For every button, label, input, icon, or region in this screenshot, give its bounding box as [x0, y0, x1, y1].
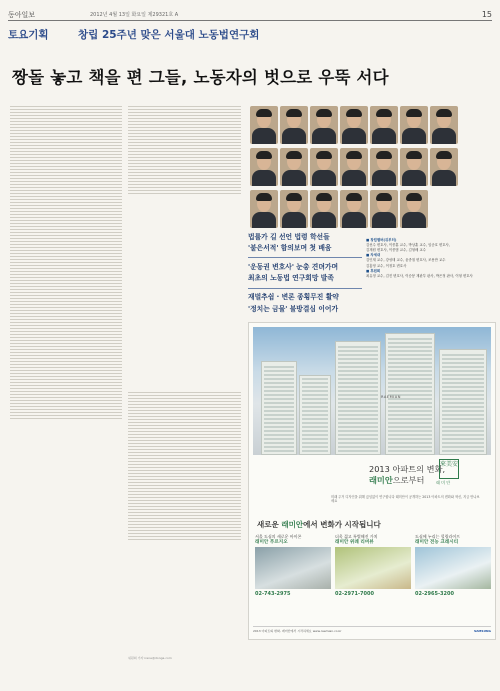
text-line: [10, 139, 122, 140]
text-line: [10, 331, 122, 332]
text-line: [10, 127, 122, 128]
caption-line: 김선수 변호사, 이종훈 교수, 박상훈 교수, 임준호 변호사,: [366, 243, 450, 248]
portrait-photo: [430, 148, 458, 186]
text-line: [10, 292, 122, 293]
text-line: [10, 214, 122, 215]
text-line: [10, 337, 122, 338]
pull-quote: '운동권 변호사' 눈총 견뎌가며: [248, 263, 339, 272]
ad-section-title-c: 에서 변화가 시작됩니다: [303, 520, 381, 529]
text-line: [10, 328, 122, 329]
portrait-photo: [280, 148, 308, 186]
text-line: [10, 412, 122, 413]
text-line: [10, 190, 122, 191]
text-line: [128, 163, 241, 164]
text-line: [128, 458, 241, 459]
unit-phone: 02-743-2975: [255, 591, 291, 598]
ad-headline-line2: [369, 475, 445, 486]
text-line: [128, 190, 241, 191]
text-line: [128, 500, 241, 501]
text-line: [10, 397, 122, 398]
text-line: [10, 124, 122, 125]
unit-tagline: 더욱 젊고 특별해진 가치: [335, 534, 378, 539]
text-line: [128, 124, 241, 125]
text-line: [10, 148, 122, 149]
text-line: [10, 364, 122, 365]
unit-tagline: 도심에 누리는 힐링라이프: [415, 534, 461, 539]
text-line: [128, 178, 241, 179]
text-line: [10, 352, 122, 353]
text-line: [10, 418, 122, 419]
reporter-byline: 위원회 기자 irene@donga.com: [128, 656, 172, 660]
text-line: [128, 398, 241, 399]
text-line: [128, 530, 241, 531]
text-line: [128, 437, 241, 438]
brand-word: 래미안: [369, 475, 393, 486]
text-line: [128, 172, 241, 173]
text-line: [128, 470, 241, 471]
text-line: [10, 112, 122, 113]
text-line: [10, 274, 122, 275]
text-line: [128, 118, 241, 119]
text-line: [10, 223, 122, 224]
pull-quotes: [248, 232, 362, 315]
text-line: [10, 163, 122, 164]
ad-subcopy: 미래 주거 디자인을 위해 끊임없이 연구합니다 래미안이 공개하는 2013 아파트의 변화와 혁신, 지금 만나보세요: [331, 495, 480, 504]
text-line: [128, 106, 241, 107]
text-line: [10, 145, 122, 146]
portrait-photo: [310, 148, 338, 186]
ad-headline-rest: 으로부터: [392, 475, 425, 486]
unit-phone: 02-2965-3200: [415, 591, 454, 598]
text-line: [10, 370, 122, 371]
text-line: [128, 467, 241, 468]
text-line: [128, 491, 241, 492]
text-line: [128, 425, 241, 426]
caption-line: ■ 후원회: [366, 268, 381, 273]
text-line: [10, 136, 122, 137]
text-line: [10, 334, 122, 335]
text-line: [128, 187, 241, 188]
text-line: [128, 139, 241, 140]
pull-quote-divider: [248, 257, 362, 258]
text-line: [128, 136, 241, 137]
text-line: [10, 268, 122, 269]
text-line: [10, 217, 122, 218]
text-line: [10, 244, 122, 245]
text-line: [10, 109, 122, 110]
text-line: [10, 367, 122, 368]
text-line: [128, 145, 241, 146]
text-line: [10, 376, 122, 377]
unit-card[interactable]: [335, 535, 411, 613]
portrait-photo: [340, 190, 368, 228]
text-line: [10, 286, 122, 287]
text-line: [128, 422, 241, 423]
text-line: [128, 506, 241, 507]
series-subtitle: 창립 25주년 맞은 서울대 노동법연구회: [78, 29, 260, 41]
text-line: [128, 461, 241, 462]
text-line: [128, 452, 241, 453]
text-line: [10, 400, 122, 401]
article-headline: 짱돌 놓고 책을 편 그들, 노동자의 벗으로 우뚝 서다: [12, 68, 389, 87]
text-line: [128, 193, 241, 194]
raemian-logo-icon: 來美安: [439, 459, 459, 479]
text-line: [128, 175, 241, 176]
portrait-photo: [310, 106, 338, 144]
unit-card[interactable]: [415, 535, 491, 613]
raemian-advertisement: [248, 322, 496, 640]
page-number: 15: [481, 10, 492, 19]
text-line: [10, 298, 122, 299]
pull-quote: 재벌추쉼 · 변론 종횡무진 활약: [248, 293, 339, 302]
text-line: [128, 434, 241, 435]
apartment-building: [335, 341, 381, 455]
text-line: [128, 410, 241, 411]
photo-caption: [366, 238, 494, 279]
text-line: [128, 404, 241, 405]
text-line: [10, 250, 122, 251]
text-line: [128, 443, 241, 444]
text-line: [128, 518, 241, 519]
text-line: [128, 127, 241, 128]
text-line: [10, 388, 122, 389]
text-line: [10, 106, 122, 107]
text-line: [10, 304, 122, 305]
text-line: [10, 271, 122, 272]
text-line: [10, 175, 122, 176]
ad-footer: [253, 626, 491, 635]
portrait-photo: [400, 106, 428, 144]
text-line: [128, 142, 241, 143]
text-line: [128, 166, 241, 167]
samsung-logo: SAMSUNG: [473, 629, 491, 633]
ad-headline-line1: 2013 아파트의 변화,: [369, 464, 446, 474]
text-line: [128, 485, 241, 486]
paper-name: 동아일보: [8, 11, 36, 19]
text-line: [128, 497, 241, 498]
portrait-photo: [370, 190, 398, 228]
text-line: [128, 473, 241, 474]
portrait-photo: [280, 190, 308, 228]
text-line: [10, 208, 122, 209]
body-column-1: [10, 104, 122, 659]
text-line: [128, 184, 241, 185]
apartment-photo: [253, 327, 491, 455]
pull-quote: '붙은서적' 함의보며 첫 배움: [248, 244, 332, 253]
text-line: [10, 307, 122, 308]
text-line: [128, 121, 241, 122]
apartment-building: [439, 349, 487, 455]
body-column-2: [128, 104, 241, 254]
text-line: [128, 401, 241, 402]
member-portraits: [248, 104, 494, 230]
text-line: [10, 346, 122, 347]
caption-line: 최유정 교수, 김진 변호사, 이승봉 재판부 판사, 박은정 판사, 이형 변호사: [366, 273, 473, 278]
portrait-photo: [310, 190, 338, 228]
text-line: [10, 142, 122, 143]
ad-section-title-a: 새로운: [257, 520, 282, 529]
text-line: [10, 283, 122, 284]
text-line: [10, 265, 122, 266]
portrait-photo: [250, 148, 278, 186]
text-line: [10, 262, 122, 263]
text-line: [128, 154, 241, 155]
text-line: [128, 494, 241, 495]
portrait-photo: [400, 148, 428, 186]
text-line: [10, 220, 122, 221]
ad-headline: [369, 464, 445, 486]
text-line: [128, 455, 241, 456]
text-line: [10, 193, 122, 194]
caption-line: 김재원 변호사, 이종범 교수, 김형배 교수: [366, 248, 426, 253]
text-line: [10, 313, 122, 314]
text-line: [10, 385, 122, 386]
text-line: [128, 181, 241, 182]
text-line: [10, 202, 122, 203]
text-line: [10, 280, 122, 281]
text-line: [10, 406, 122, 407]
text-line: [10, 157, 122, 158]
unit-photo: [335, 547, 411, 589]
unit-tagline: 서울 도심의 새로운 아이콘: [255, 534, 302, 539]
text-line: [10, 256, 122, 257]
text-line: [128, 524, 241, 525]
text-line: [10, 211, 122, 212]
text-line: [128, 395, 241, 396]
text-line: [128, 527, 241, 528]
text-line: [10, 172, 122, 173]
text-line: [128, 533, 241, 534]
text-line: [10, 205, 122, 206]
text-line: [10, 160, 122, 161]
text-line: [128, 488, 241, 489]
masthead: [8, 10, 492, 20]
text-line: [10, 361, 122, 362]
text-line: [128, 449, 241, 450]
portrait-photo: [430, 106, 458, 144]
text-line: [10, 226, 122, 227]
pull-quote: '정치는 금물' 불방결심 이어가: [248, 304, 339, 313]
text-line: [10, 295, 122, 296]
text-line: [128, 446, 241, 447]
unit-name: 래미안 전농 크레시티: [415, 539, 459, 545]
text-line: [10, 133, 122, 134]
text-line: [10, 259, 122, 260]
text-line: [10, 391, 122, 392]
text-line: [10, 151, 122, 152]
text-line: [128, 431, 241, 432]
caption-line: 김인재 교수, 강성태 교수, 윤종철 변호사, 조용만 교수: [366, 258, 446, 263]
text-line: [128, 112, 241, 113]
text-line: [10, 322, 122, 323]
apartment-building: [261, 361, 297, 455]
text-line: [10, 154, 122, 155]
unit-photo: [255, 547, 331, 589]
unit-name: 래미안 푸르지오: [255, 539, 288, 545]
text-line: [10, 121, 122, 122]
text-line: [10, 394, 122, 395]
portrait-photo: [280, 106, 308, 144]
text-line: [10, 238, 122, 239]
ad-section-title-brand: 래미안: [281, 520, 304, 529]
text-line: [10, 118, 122, 119]
caption-line: 김홍영 교수, 이정호 변호사: [366, 263, 407, 268]
text-line: [128, 413, 241, 414]
text-line: [128, 151, 241, 152]
text-line: [128, 109, 241, 110]
text-line: [128, 503, 241, 504]
apartment-building: [299, 375, 331, 455]
text-line: [10, 187, 122, 188]
unit-card[interactable]: [255, 535, 331, 613]
pull-quote: 최초의 노동법 연구회망 발족: [248, 274, 334, 283]
caption-line: ■ 차세대: [366, 253, 381, 258]
text-line: [128, 419, 241, 420]
text-line: [10, 178, 122, 179]
caption-title: ■ 창립멤버(위부터): [366, 238, 397, 242]
building-sign: RAEMIAN: [381, 395, 401, 399]
pull-quote-divider: [248, 288, 362, 289]
pull-quote: 법률가 길 선언 법령 학선들: [248, 233, 330, 241]
text-line: [128, 130, 241, 131]
text-line: [10, 382, 122, 383]
text-line: [128, 416, 241, 417]
text-line: [10, 166, 122, 167]
text-line: [10, 289, 122, 290]
text-line: [128, 539, 241, 540]
text-line: [10, 409, 122, 410]
portrait-photo: [250, 106, 278, 144]
text-line: [10, 358, 122, 359]
text-line: [128, 464, 241, 465]
text-line: [128, 521, 241, 522]
text-line: [10, 325, 122, 326]
portrait-photo: [370, 148, 398, 186]
text-line: [128, 160, 241, 161]
text-line: [128, 509, 241, 510]
text-line: [128, 148, 241, 149]
unit-phone: 02-2971-7000: [335, 591, 374, 598]
unit-photo: [415, 547, 491, 589]
issue-date: 2012년 4월 13일 화요일 제29321호 A: [90, 12, 179, 18]
text-line: [128, 157, 241, 158]
text-line: [128, 115, 241, 116]
text-line: [10, 241, 122, 242]
unit-name: 래미안 위례 리버뷰: [335, 539, 374, 545]
text-line: [10, 169, 122, 170]
text-line: [128, 428, 241, 429]
text-line: [10, 181, 122, 182]
text-line: [128, 482, 241, 483]
text-line: [10, 184, 122, 185]
text-line: [10, 415, 122, 416]
raemian-logo-name: 래 미 안: [436, 480, 451, 485]
text-line: [10, 235, 122, 236]
text-line: [10, 253, 122, 254]
text-line: [128, 133, 241, 134]
text-line: [10, 199, 122, 200]
ad-footer-text: 2013 아파트의 변화, 래미안에서 시작하세요 www.raemian.co.kr: [253, 629, 342, 633]
text-line: [10, 316, 122, 317]
text-line: [10, 196, 122, 197]
text-line: [128, 536, 241, 537]
text-line: [10, 373, 122, 374]
text-line: [128, 440, 241, 441]
body-column-3: [128, 390, 241, 660]
text-line: [10, 247, 122, 248]
text-line: [128, 479, 241, 480]
text-line: [10, 379, 122, 380]
text-line: [128, 512, 241, 513]
portrait-photo: [250, 190, 278, 228]
text-line: [10, 229, 122, 230]
text-line: [10, 403, 122, 404]
portrait-photo: [340, 148, 368, 186]
portrait-photo: [370, 106, 398, 144]
text-line: [128, 392, 241, 393]
text-line: [128, 407, 241, 408]
text-line: [10, 301, 122, 302]
text-line: [10, 319, 122, 320]
text-line: [10, 340, 122, 341]
text-line: [10, 277, 122, 278]
apartment-building: [385, 333, 435, 455]
portrait-photo: [400, 190, 428, 228]
ad-section-title: [257, 519, 381, 530]
text-line: [10, 115, 122, 116]
text-line: [128, 476, 241, 477]
text-line: [128, 169, 241, 170]
text-line: [10, 310, 122, 311]
masthead-rule: [8, 20, 492, 21]
text-line: [10, 343, 122, 344]
text-line: [10, 355, 122, 356]
text-line: [10, 232, 122, 233]
text-line: [10, 349, 122, 350]
portrait-photo: [340, 106, 368, 144]
text-line: [128, 515, 241, 516]
series-label: 토요기획: [8, 29, 49, 41]
text-line: [10, 130, 122, 131]
